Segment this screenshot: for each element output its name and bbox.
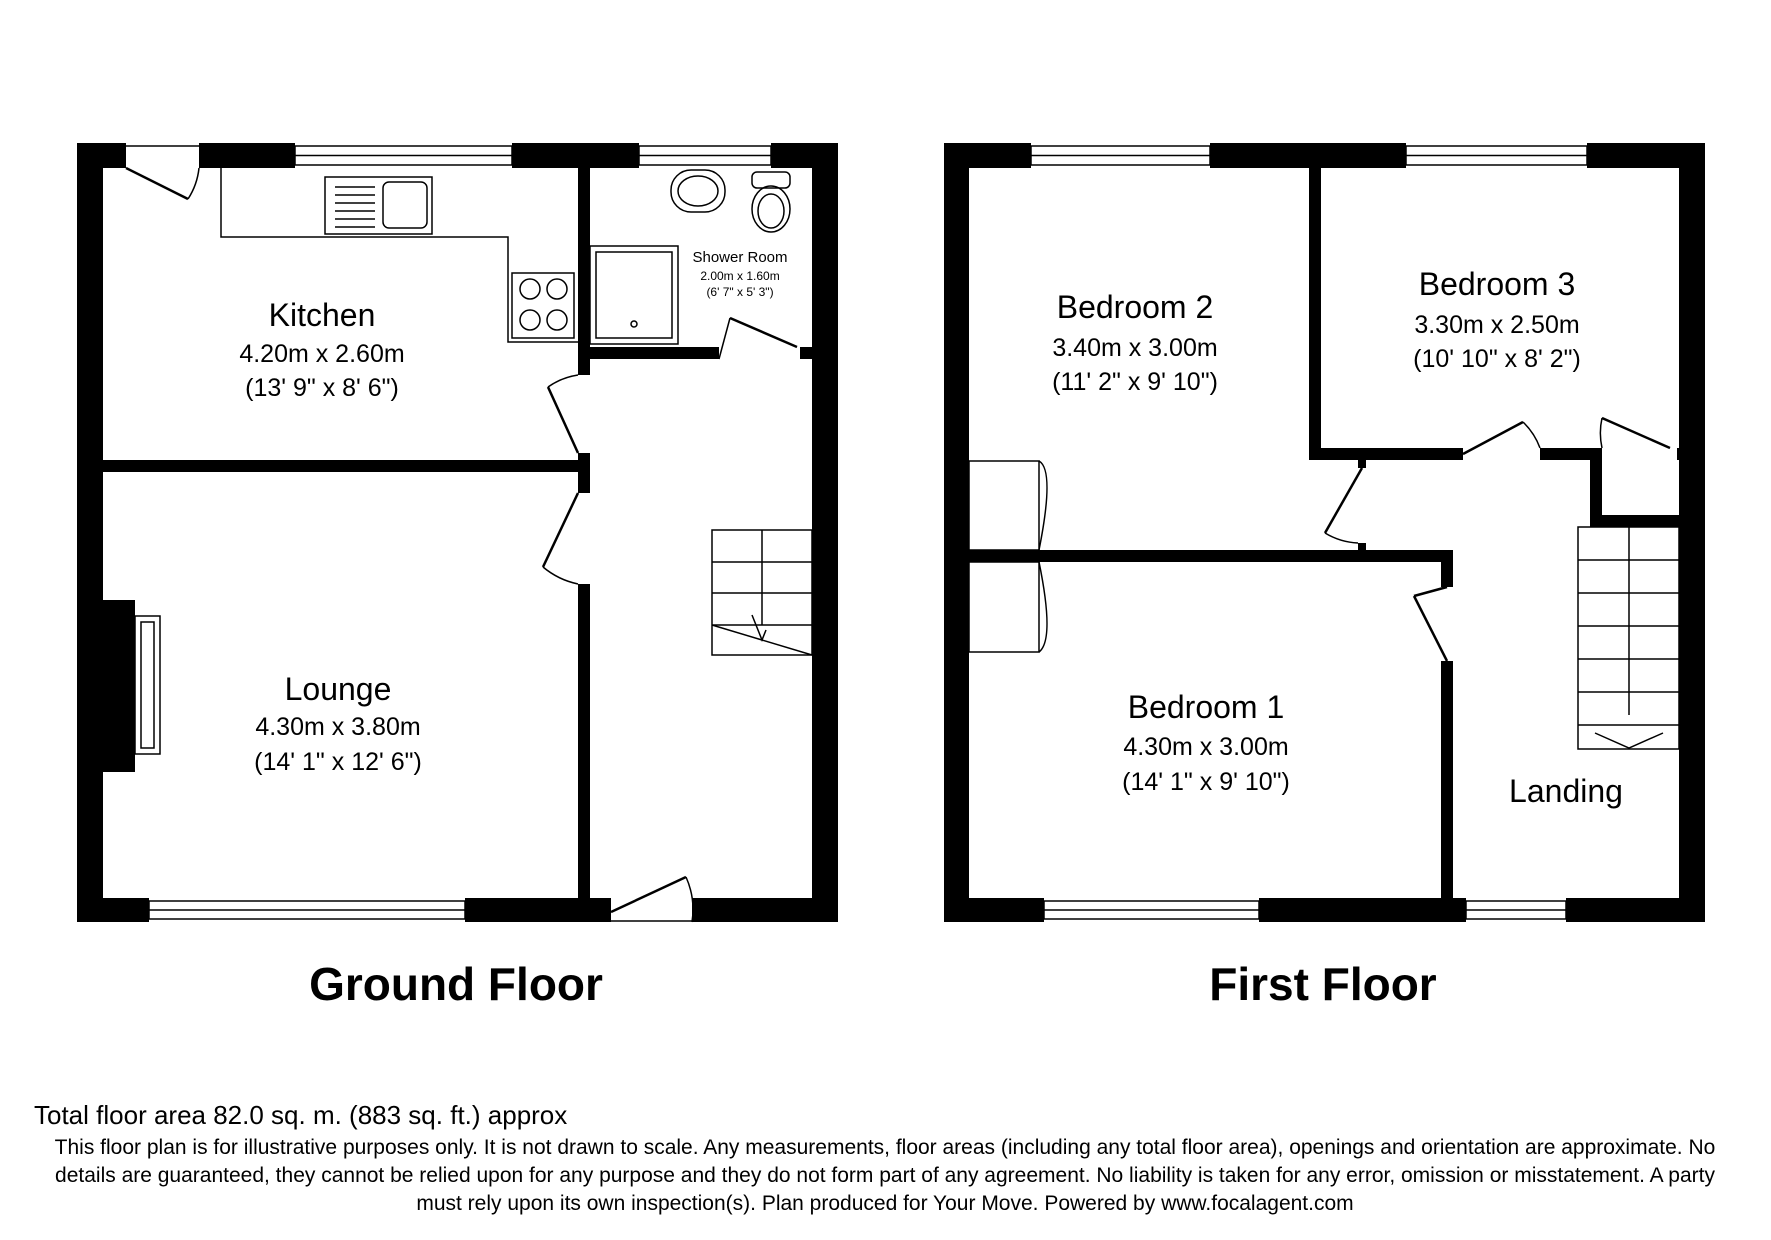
bedroom-1-name: Bedroom 1	[1127, 689, 1285, 725]
landing-name: Landing	[1509, 773, 1623, 809]
shower-room-imperial: (6' 7" x 5' 3")	[706, 285, 774, 299]
shower-room-metric: 2.00m x 1.60m	[700, 269, 780, 283]
bedroom-1-metric: 4.30m x 3.00m	[1123, 733, 1289, 761]
disclaimer: This floor plan is for illustrative purposes only. It is not drawn to scale. Any measurements, floor areas (including any total floor area), openings and orientation are approximate. No details are guaranteed, they cannot be relied upon for any purpose and they do not form part of any agreement. No liability is taken for any error, omission or misstatement. A party must rely upon its own inspection(s). Plan produced for Your Move. Powered by www.focalagent.com	[54, 1136, 1716, 1215]
fireplace	[135, 616, 160, 754]
first-floor-stairs	[1578, 527, 1679, 749]
lounge-imperial: (14' 1" x 12' 6")	[254, 748, 422, 776]
bedroom-2-name: Bedroom 2	[1056, 289, 1214, 325]
ground-floor-stairs	[712, 530, 812, 655]
lounge-metric: 4.30m x 3.80m	[255, 713, 421, 741]
bedroom-2-metric: 3.40m x 3.00m	[1052, 334, 1218, 362]
bedroom-3-metric: 3.30m x 2.50m	[1414, 311, 1580, 339]
kitchen-metric: 4.20m x 2.60m	[239, 340, 405, 368]
bedroom-3-imperial: (10' 10" x 8' 2")	[1413, 345, 1581, 373]
room-labels	[239, 249, 1623, 1010]
shower-room-name: Shower Room	[692, 249, 788, 266]
ground-floor-title: Ground Floor	[309, 958, 603, 1010]
lounge-name: Lounge	[284, 671, 392, 707]
kitchen-imperial: (13' 9" x 8' 6")	[245, 374, 399, 402]
kitchen-name: Kitchen	[268, 297, 376, 333]
total-floor-area: Total floor area 82.0 sq. m. (883 sq. ft.) approx	[34, 1100, 568, 1130]
first-floor-title: First Floor	[1209, 958, 1437, 1010]
bedroom-3-name: Bedroom 3	[1418, 266, 1576, 302]
bedroom-1-imperial: (14' 1" x 9' 10")	[1122, 768, 1290, 796]
bedroom-2-imperial: (11' 2" x 9' 10")	[1052, 368, 1218, 396]
